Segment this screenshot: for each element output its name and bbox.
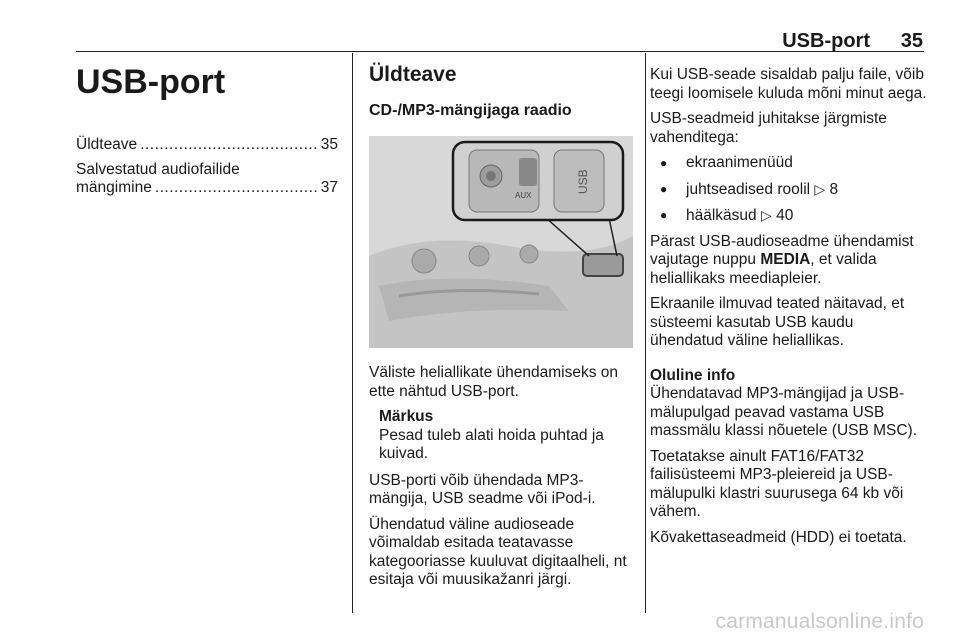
chapter-title: USB-port xyxy=(76,63,226,101)
aux-label: AUX xyxy=(515,191,532,200)
paragraph: USB-seadmeid juhitakse järgmiste vahenditega: xyxy=(650,110,887,146)
usb-port-figure xyxy=(369,136,633,348)
general-column xyxy=(369,56,633,597)
paragraph: Väliste heliallikate ühendamiseks on ette nähtud USB-port. xyxy=(369,364,619,400)
section-subheading: CD-/MP3-mängijaga raadio xyxy=(369,102,572,119)
page-reference[interactable]: 40 xyxy=(776,207,794,224)
toc-entry-text-line1: Salvestatud audiofailide xyxy=(76,160,240,178)
toc-entry-page: 35 xyxy=(320,136,338,153)
toc-column xyxy=(76,56,338,204)
paragraph: Ühendatud väline audioseade võimaldab esitada teatavasse kategooriasse kuuluvat digitaalheli, nt esitaja või muusikažanri järgi. xyxy=(369,515,627,588)
note-text: Pesad tuleb alati hoida puhtad ja kuivad. xyxy=(379,426,604,462)
toc-entry-page: 37 xyxy=(320,179,338,196)
toc-leader-dots xyxy=(140,136,318,155)
page-reference[interactable]: 8 xyxy=(829,180,839,198)
note-box xyxy=(379,408,633,464)
column-divider-2 xyxy=(645,53,646,613)
paragraph: Ühendatavad MP3-mängijad ja USB-mälupulgad peavad vastama USB massmälu klassi nõuetele (USB MSC). xyxy=(650,385,918,439)
page-number: 35 xyxy=(900,30,923,52)
paragraph: Pärast USB-audioseadme ühendamist vajutage nuppu MEDIA, et valida heliallikaks meediapleier. xyxy=(650,232,914,287)
usb-port-illustration xyxy=(369,136,633,348)
toc-entry-text: Üldteave xyxy=(76,136,138,153)
toc-entry-general[interactable] xyxy=(76,136,338,155)
list-item: ● ekraanimenüüd xyxy=(650,154,928,173)
watermark: carmanualsonline.info xyxy=(715,610,924,633)
paragraph: Toetatakse ainult FAT16/FAT32 failisüsteemi MP3-pleiereid ja USB-mälupulki klastri suurusega 64 kb või vähem. xyxy=(650,447,904,520)
list-item: ● häälkäsud ▷ 40 xyxy=(650,206,928,226)
section-heading: Üldteave xyxy=(369,63,457,86)
header-rule xyxy=(76,51,924,52)
paragraph: Kui USB-seade sisaldab palju faile, võib teegi loomisele kuluda mõni minut aega. xyxy=(650,66,927,102)
toc-entry-text-line2: mängimine xyxy=(76,179,152,196)
info-heading: Oluline info xyxy=(650,366,736,384)
usb-label: USB xyxy=(576,169,590,194)
page-reference-icon: ▷ xyxy=(814,180,826,197)
media-button-label: MEDIA xyxy=(760,251,811,268)
paragraph: Kõvakettaseadmeid (HDD) ei toetata. xyxy=(650,528,907,546)
list-item: ● juhtseadised roolil ▷ 8 xyxy=(650,180,928,200)
paragraph: Ekraanile ilmuvad teated näitavad, et süsteemi kasutab USB kaudu ühendatud väline heliallikas. xyxy=(650,295,905,349)
running-header-title: USB-port xyxy=(782,30,870,52)
page-reference-icon: ▷ xyxy=(760,207,772,223)
note-title: Märkus xyxy=(379,408,434,425)
column-divider-1 xyxy=(352,53,353,613)
control-methods-list xyxy=(650,154,928,226)
toc-leader-dots xyxy=(155,179,318,198)
paragraph: USB-porti võib ühendada MP3-mängija, USB seadme või iPod-i. xyxy=(369,471,596,507)
details-column xyxy=(650,56,928,554)
toc-entry-playing-files[interactable] xyxy=(76,161,338,198)
